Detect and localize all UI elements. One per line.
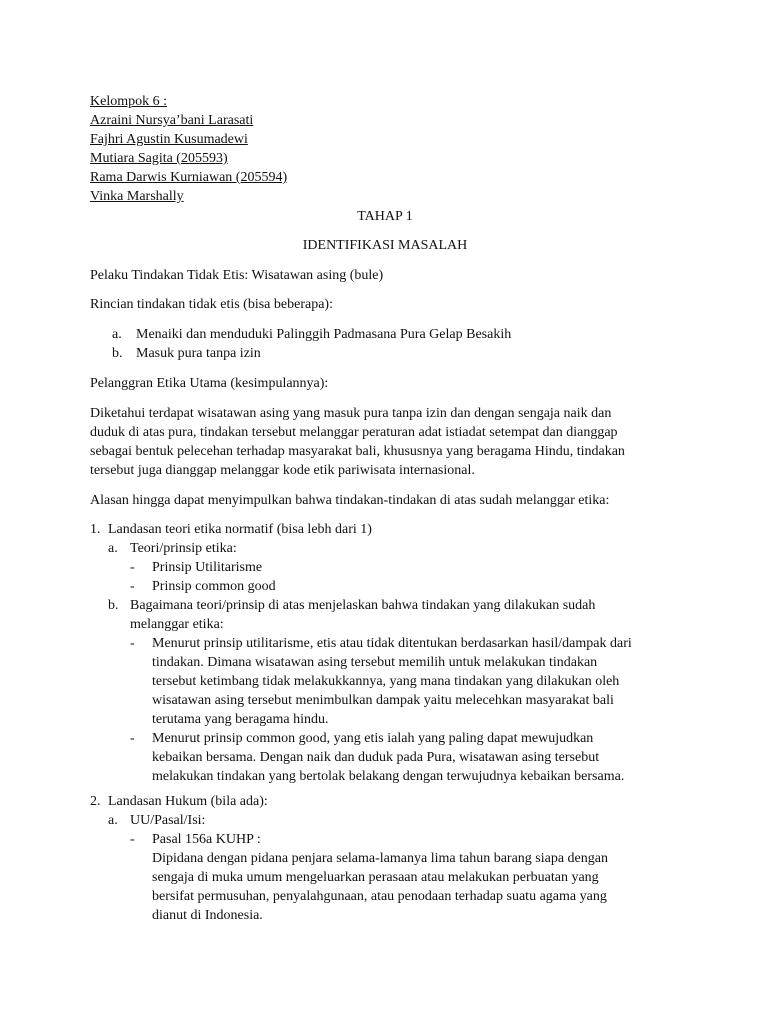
bullet-marker: - — [130, 832, 135, 847]
list-item — [112, 325, 672, 344]
group-member: Mutiara Sagita (205593) — [90, 151, 228, 166]
bullet-marker: - — [130, 560, 135, 575]
law-title: Pasal 156a KUHP : — [152, 832, 261, 847]
stage-title: TAHAP 1 — [357, 209, 413, 224]
bullet-line: tindakan. Dimana wisatawan asing tersebut memilih untuk melakukan tindakan — [152, 655, 598, 670]
reason-heading: Alasan hingga dapat menyimpulkan bahwa tindakan-tindakan di atas sudah melanggar etika: — [90, 493, 610, 508]
bullet-line: Menurut prinsip common good, yang etis ialah yang paling dapat mewujudkan — [152, 731, 594, 746]
details-list — [112, 325, 672, 363]
law-line: dianut di Indonesia. — [152, 908, 263, 923]
item-1 — [90, 520, 690, 786]
item-marker: 2. — [90, 794, 101, 809]
bullet-marker: - — [130, 731, 135, 746]
actor-line: Pelaku Tindakan Tidak Etis: Wisatawan asing (bule) — [90, 268, 384, 283]
item-label: Landasan Hukum (bila ada): — [108, 794, 268, 809]
violation-heading: Pelanggran Etika Utama (kesimpulannya): — [90, 376, 329, 391]
subitem-line: melanggar etika: — [130, 617, 224, 632]
bullet-line: Menurut prinsip utilitarisme, etis atau tidak ditentukan berdasarkan hasil/dampak dari — [152, 636, 632, 651]
subitem-label: UU/Pasal/Isi: — [130, 813, 206, 828]
item-2 — [90, 792, 690, 925]
paragraph-line: Diketahui terdapat wisatawan asing yang masuk pura tanpa izin dan dengan sengaja naik dan — [90, 406, 612, 421]
item-marker: 1. — [90, 522, 101, 537]
bullet-line: terutama yang beragama hindu. — [152, 712, 329, 727]
bullet-line: melakukan tindakan yang bertolak belakang dengan terwujudnya kebaikan bersama. — [152, 769, 625, 784]
list-item — [112, 344, 672, 363]
section-title: IDENTIFIKASI MASALAH — [302, 238, 468, 253]
paragraph-line: tersebut juga dianggap melanggar kode etik pariwisata internasional. — [90, 463, 475, 478]
law-line: Dipidana dengan pidana penjara selama-lamanya lima tahun barang siapa dengan — [152, 851, 608, 866]
subitem-marker: a. — [108, 541, 118, 556]
list-marker: b. — [112, 346, 123, 361]
subitem-marker: b. — [108, 598, 119, 613]
group-member: Fajhri Agustin Kusumadewi — [90, 132, 248, 147]
subitem-line: Bagaimana teori/prinsip di atas menjelaskan bahwa tindakan yang dilakukan sudah — [130, 598, 596, 613]
bullet-marker: - — [130, 636, 135, 651]
bullet-line: wisatawan asing tersebut menimbulkan dampak yaitu melecehkan masyarakat bali — [152, 693, 614, 708]
subitem-marker: a. — [108, 813, 118, 828]
group-member: Vinka Marshally — [90, 189, 184, 204]
group-heading: Kelompok 6 : — [90, 94, 167, 109]
bullet-line: tersebut ketimbang tidak melakukkannya, yang mana tindakan yang dilakukan oleh — [152, 674, 620, 689]
group-member: Rama Darwis Kurniawan (205594) — [90, 170, 288, 185]
list-text: Masuk pura tanpa izin — [136, 346, 261, 361]
subitem-label: Teori/prinsip etika: — [130, 541, 237, 556]
bullet-line: kebaikan bersama. Dengan naik dan duduk pada Pura, wisatawan asing tersebut — [152, 750, 600, 765]
bullet-marker: - — [130, 579, 135, 594]
list-text: Menaiki dan menduduki Palinggih Padmasana Pura Gelap Besakih — [136, 327, 512, 342]
law-line: sengaja di muka umum mengeluarkan perasaan atau melakukan perbuatan yang — [152, 870, 599, 885]
law-line: bersifat permusuhan, penyalahgunaan, atau penodaan terhadap suatu agama yang — [152, 889, 607, 904]
violation-paragraph — [90, 404, 680, 480]
item-label: Landasan teori etika normatif (bisa lebh dari 1) — [108, 522, 372, 537]
group-member: Azraini Nursya’bani Larasati — [90, 113, 254, 128]
bullet-text: Prinsip common good — [152, 579, 276, 594]
details-heading: Rincian tindakan tidak etis (bisa beberapa): — [90, 297, 333, 312]
group-header — [90, 92, 680, 206]
paragraph-line: sebagai bentuk pelecehan terhadap masyarakat bali, khususnya yang beragama Hindu, tindakan — [90, 444, 625, 459]
list-marker: a. — [112, 327, 122, 342]
bullet-text: Prinsip Utilitarisme — [152, 560, 263, 575]
paragraph-line: duduk di atas pura, tindakan tersebut melanggar peraturan adat istiadat setempat dan dianggap — [90, 425, 618, 440]
